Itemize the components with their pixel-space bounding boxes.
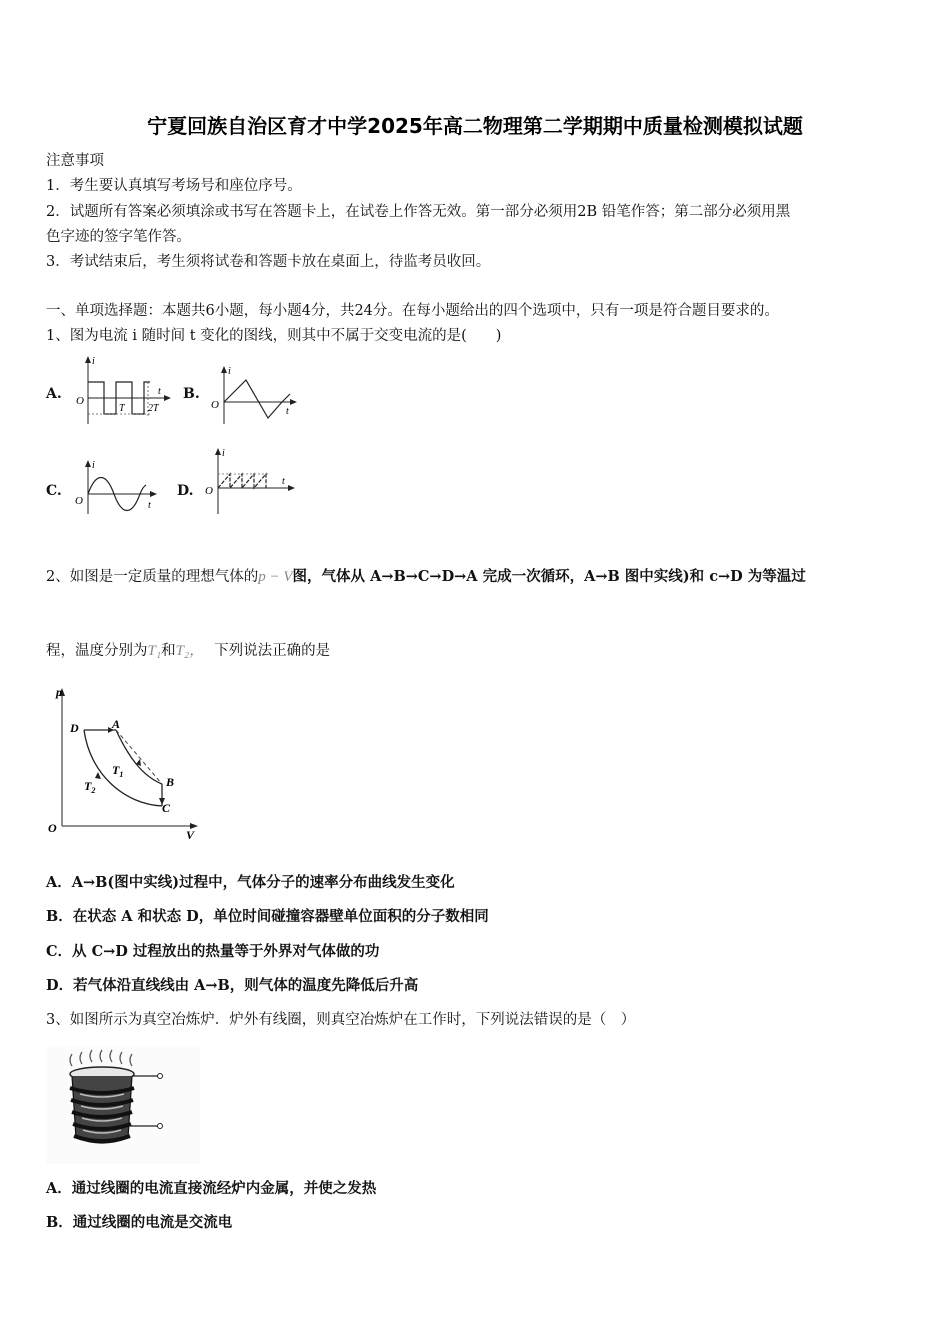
notice-heading: 注意事项 bbox=[46, 153, 104, 169]
q1-option-a-label: A. bbox=[46, 386, 62, 402]
graph-a-i-label: i bbox=[92, 356, 95, 367]
graph-a-T-tick: T bbox=[119, 403, 125, 414]
q2-stem-part-a: 2、如图是一定质量的理想气体的 bbox=[46, 569, 259, 585]
graph-d-t-label: t bbox=[282, 476, 285, 487]
notice-item: 3．考试结束后，考生须将试卷和答题卡放在桌面上，待监考员收回。 bbox=[46, 254, 491, 270]
graph-b-t-label: t bbox=[286, 406, 289, 417]
section-heading: 一、单项选择题：本题共6小题，每小题4分，共24分。在每小题给出的四个选项中，只有一项是符合题目要求的。 bbox=[46, 303, 779, 319]
question-1-stem: 1、图为电流 i 随时间 t 变化的图线，则其中不属于交变电流的是( ) bbox=[46, 328, 502, 344]
pv-p-axis: p bbox=[56, 685, 62, 699]
q2-stem-part-c1: 程，温度分别为 bbox=[46, 643, 148, 659]
pv-point-c: C bbox=[162, 801, 171, 815]
graph-a-t-label: t bbox=[158, 386, 161, 397]
pv-v-axis: V bbox=[186, 828, 195, 840]
pv-point-b: B bbox=[166, 775, 175, 789]
question-2-stem-cont bbox=[46, 641, 330, 661]
notice-item: 2．试题所有答案必须填涂或书写在答题卡上，在试卷上作答无效。第一部分必须用2B 铅笔作答；第二部分必须用黑 bbox=[46, 204, 791, 220]
graph-d-sawtooth bbox=[202, 446, 302, 516]
graph-a-origin: O bbox=[76, 395, 84, 407]
graph-b-triangle-wave bbox=[206, 364, 301, 426]
graph-a-square-wave bbox=[72, 354, 172, 426]
q3-option-b: B．通过线圈的电流是交流电 bbox=[46, 1214, 233, 1231]
graph-c-t-label: t bbox=[148, 500, 151, 511]
question-3-stem: 3、如图所示为真空冶炼炉．炉外有线圈，则真空冶炼炉在工作时，下列说法错误的是（ ） bbox=[46, 1012, 636, 1028]
notice-item: 1．考生要认真填写考场号和座位序号。 bbox=[46, 178, 302, 194]
graph-c-sine-wave bbox=[72, 458, 162, 516]
pv-symbol: p − V bbox=[258, 569, 293, 585]
graph-a-2T-tick: 2T bbox=[148, 403, 159, 414]
pv-origin: O bbox=[48, 821, 57, 835]
pv-t2-label: $T_2$ bbox=[84, 779, 96, 795]
q2-option-a: A．A→B(图中实线)过程中，气体分子的速率分布曲线发生变化 bbox=[46, 874, 455, 891]
t2-symbol: T₂， bbox=[175, 643, 205, 659]
pv-diagram bbox=[44, 684, 204, 840]
graph-d-origin: O bbox=[205, 485, 213, 497]
graph-b-origin: O bbox=[211, 399, 219, 411]
q2-option-d: D．若气体沿直线线由 A→B，则气体的温度先降低后升高 bbox=[46, 977, 419, 994]
graph-c-i-label: i bbox=[92, 460, 95, 471]
q2-stem-part-b: 图，气体从 A→B→C→D→A 完成一次循环，A→B 图中实线)和 c→D 为等温过 bbox=[292, 568, 806, 585]
page-title: 宁夏回族自治区育才中学2025年高二物理第二学期期中质量检测模拟试题 bbox=[147, 114, 803, 138]
pv-t1-label: $T_1$ bbox=[112, 763, 124, 779]
t1-symbol: T₁ bbox=[147, 643, 162, 659]
vacuum-furnace-figure bbox=[46, 1046, 200, 1164]
graph-b-i-label: i bbox=[228, 366, 231, 377]
q1-option-d-label: D. bbox=[177, 483, 194, 499]
q1-option-b-label: B. bbox=[183, 386, 200, 402]
pv-point-a: A bbox=[112, 717, 121, 731]
q2-stem-part-c2: 下列说法正确的是 bbox=[214, 643, 331, 659]
q2-option-b: B．在状态 A 和状态 D，单位时间碰撞容器壁单位面积的分子数相同 bbox=[46, 908, 489, 925]
graph-d-i-label: i bbox=[222, 448, 225, 459]
graph-c-origin: O bbox=[75, 495, 83, 507]
q3-option-a: A．通过线圈的电流直接流经炉内金属，并使之发热 bbox=[46, 1180, 377, 1197]
notice-item: 色字迹的签字笔作答。 bbox=[46, 229, 191, 245]
pv-point-d: D bbox=[70, 721, 79, 735]
q1-option-c-label: C. bbox=[46, 483, 62, 499]
q2-option-c: C．从 C→D 过程放出的热量等于外界对气体做的功 bbox=[46, 943, 380, 960]
question-2-stem bbox=[46, 567, 806, 587]
q2-and: 和 bbox=[161, 643, 176, 659]
